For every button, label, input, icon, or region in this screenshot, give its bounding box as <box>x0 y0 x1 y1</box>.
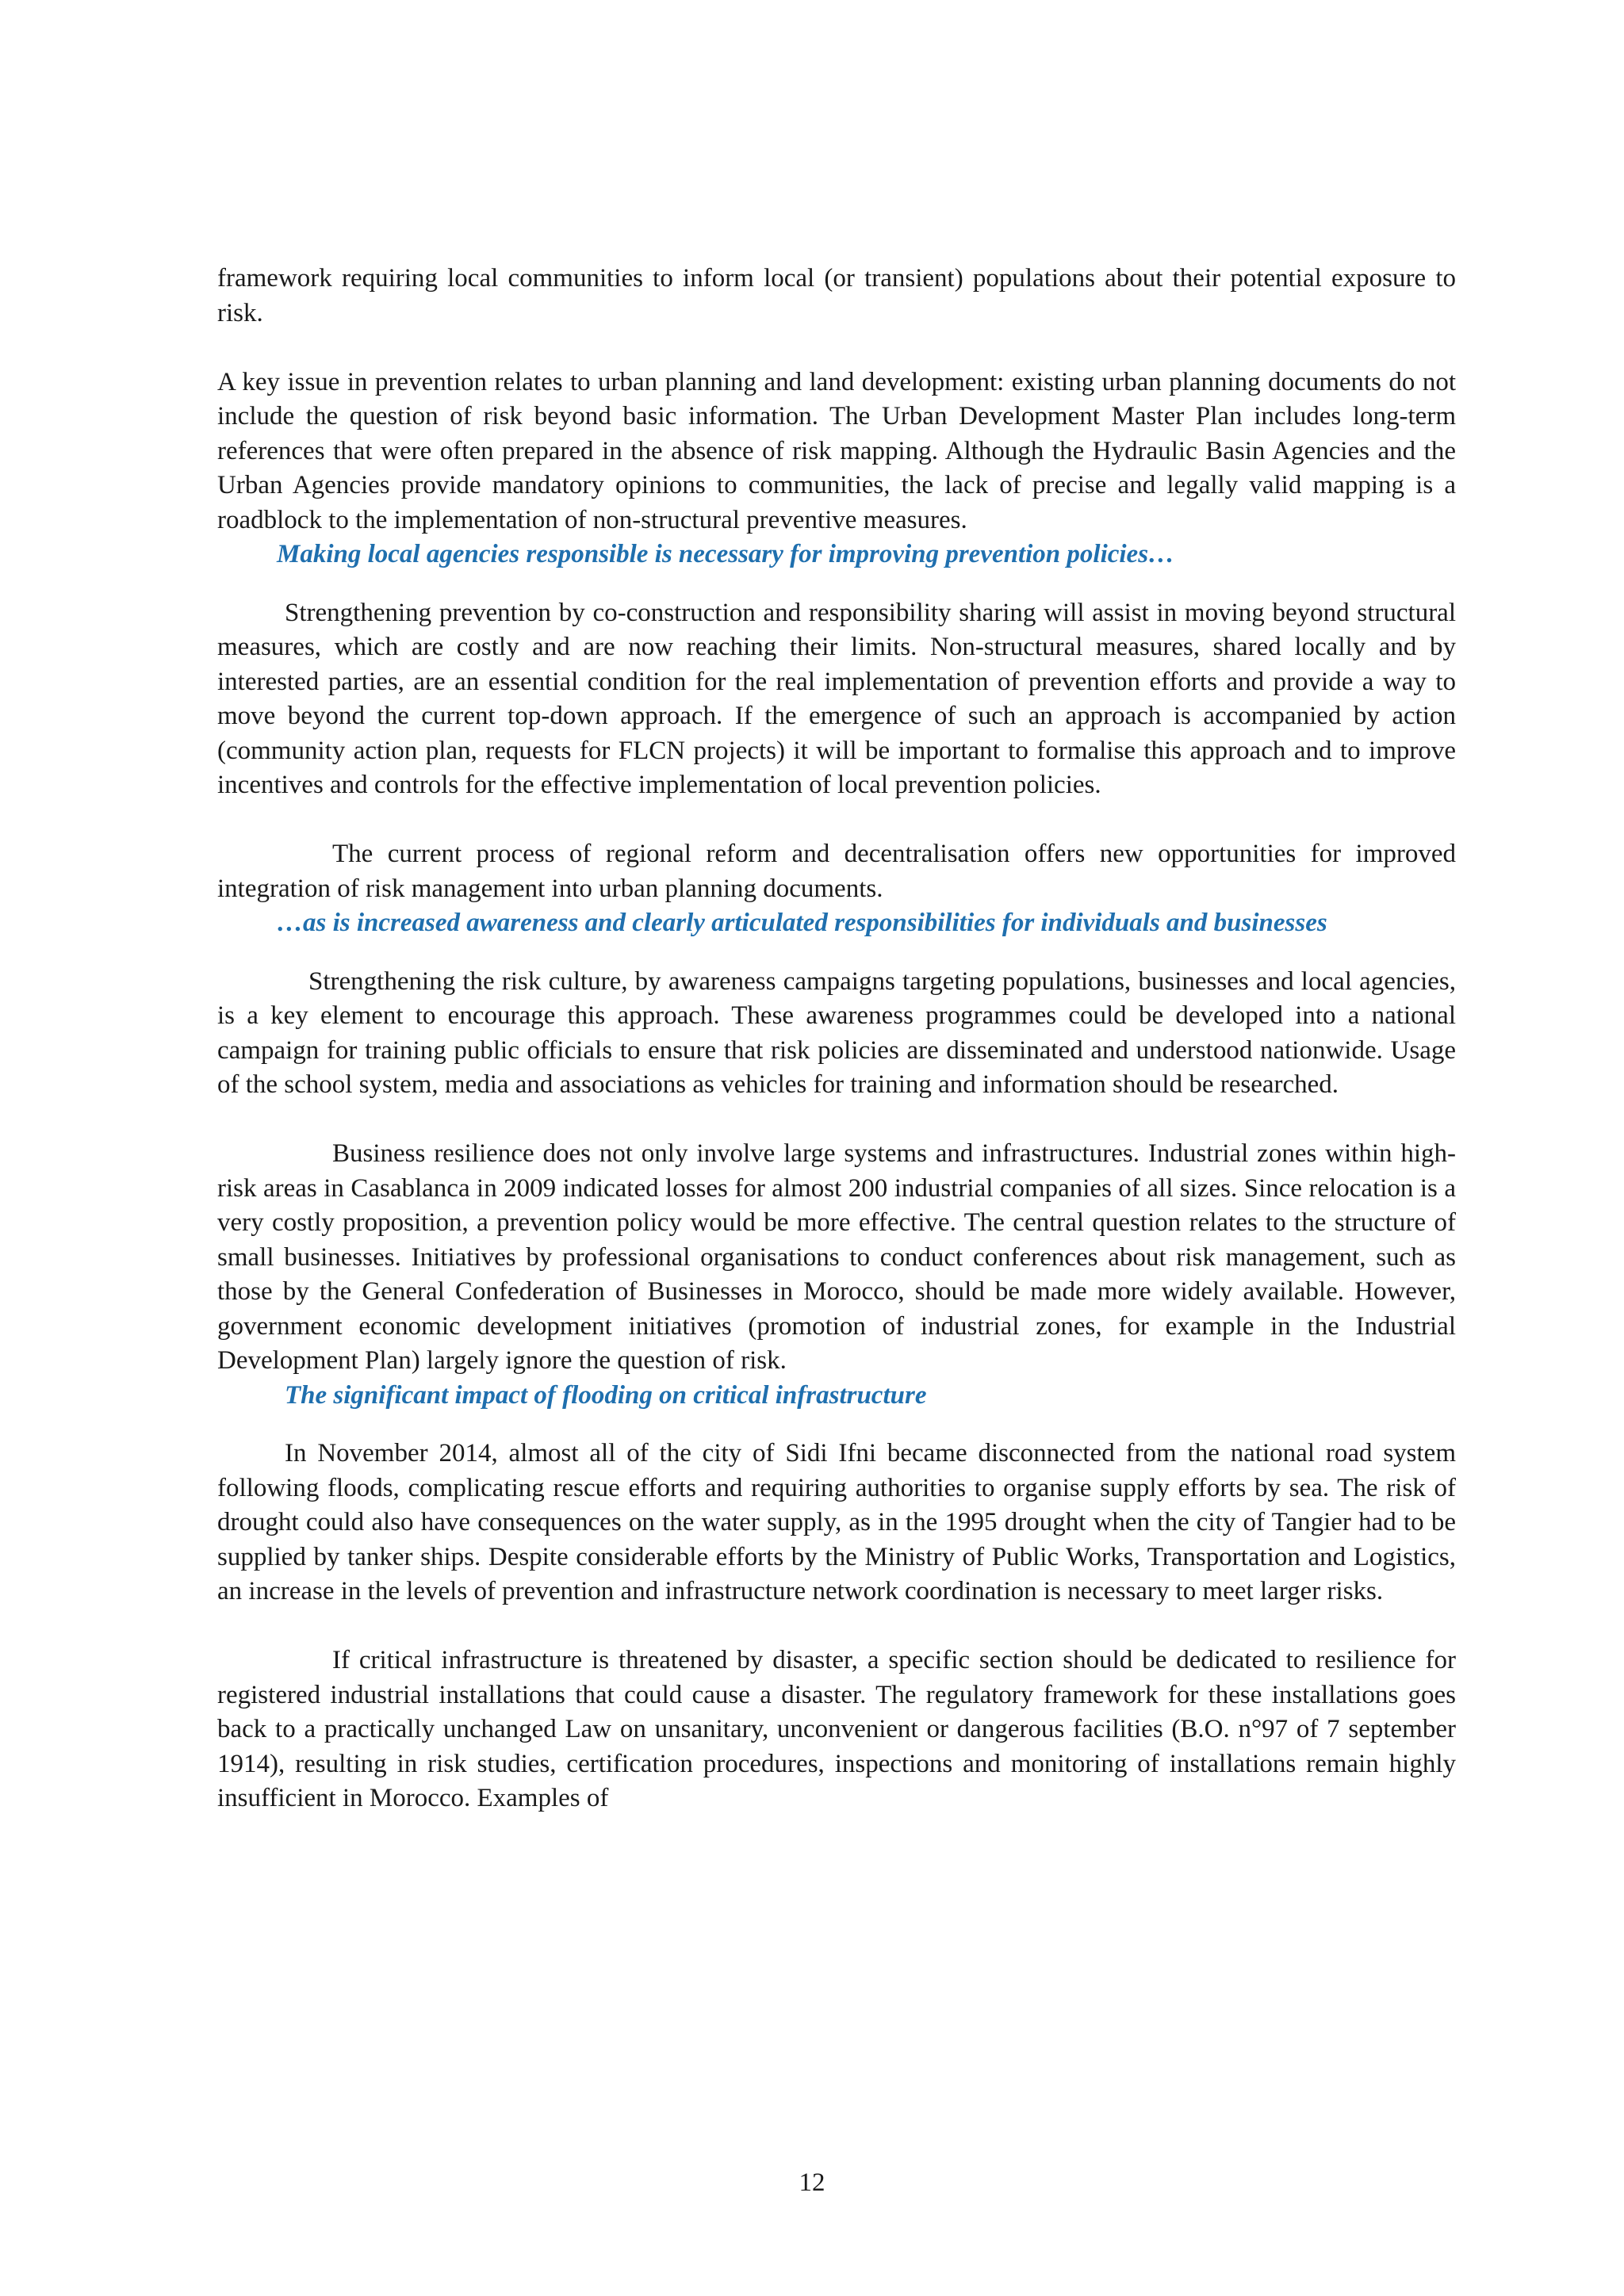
paragraph-sidi-ifni-floods: In November 2014, almost all of the city of Sidi Ifni became disconnected from the national road system following floods, complicating rescue efforts and requiring authorities to organise supply efforts by sea. The risk of drought could also have consequences on the water supply, as in the 1995 drought when the city of Tangier had to be supplied by tanker ships. Despite considerable efforts by the Ministry of Public Works, Transportation and Logistics, an increase in the levels of prevention and infrastructure network coordination is necessary to meet larger risks. <box>217 1439 1456 1605</box>
paragraph-industrial-installations: If critical infrastructure is threatened by disaster, a specific section should be dedicated to resilience for registered industrial installations that could cause a disaster. The regulatory framework for these installations goes back to a practically unchanged Law on unsanitary, unconvenient or dangerous facilities (B.O. n°97 of 7 september 1914), resulting in risk studies, certification procedures, inspections and monitoring of installations remain highly insufficient in Morocco. Examples of <box>217 1646 1456 1812</box>
paragraph-risk-culture: Strengthening the risk culture, by awareness campaigns targeting populations, businesses and local agencies, is a key element to encourage this approach. These awareness programmes could be developed into a national campaign for training public officials to ensure that risk policies are disseminated and understood nationwide. Usage of the school system, media and associations as vehicles for training and information should be researched. <box>217 966 1456 1099</box>
paragraph-exposure: framework requiring local communities to inform local (or transient) populations about their potential exposure to risk. <box>217 264 1456 327</box>
paragraph-urban-planning: A key issue in prevention relates to urban planning and land development: existing urban planning documents do not include the question of risk beyond basic information. The Urban Development Master Plan includes long-term references that were often prepared in the absence of risk mapping. Although the Hydraulic Basin Agencies and the Urban Agencies provide mandatory opinions to communities, the lack of precise and legally valid mapping is a roadblock to the implementation of non-structural preventive measures. <box>217 367 1456 534</box>
paragraph-business-resilience: Business resilience does not only involve large systems and infrastructures. Industrial zones within high-risk areas in Casablanca in 2009 indicated losses for almost 200 industrial companies of all sizes. Since relocation is a very costly proposition, a prevention policy would be more effective. The central question relates to the structure of small businesses. Initiatives by professional organisations to conduct conferences about risk management, such as those by the General Confederation of Businesses in Morocco, should be made more widely available. However, government economic development initiatives (promotion of industrial zones, for example in the Industrial Development Plan) largely ignore the question of risk. <box>217 1139 1456 1375</box>
page-number: 12 <box>799 2168 825 2197</box>
section-heading-local-agencies: Making local agencies responsible is necessary for improving prevention policies… <box>277 540 1175 568</box>
document-page <box>217 262 1456 1816</box>
paragraph-co-construction: Strengthening prevention by co-construction and responsibility sharing will assist in moving beyond structural measures, which are costly and are now reaching their limits. Non-structural measures, shared locally and by interested parties, are an essential condition for the real implementation of prevention efforts and provide a way to move beyond the current top-down approach. If the emergence of such an approach is accompanied by action (community action plan, requests for FLCN projects) it will be important to formalise this approach and to improve incentives and controls for the effective implementation of local prevention policies. <box>217 598 1456 799</box>
paragraph-regional-reform: The current process of regional reform and decentralisation offers new opportunities for improved integration of risk management into urban planning documents. <box>217 840 1456 903</box>
section-heading-awareness: …as is increased awareness and clearly articulated responsibilities for individuals and businesses <box>277 909 1327 937</box>
section-heading-critical-infrastructure: The significant impact of flooding on critical infrastructure <box>285 1380 927 1410</box>
